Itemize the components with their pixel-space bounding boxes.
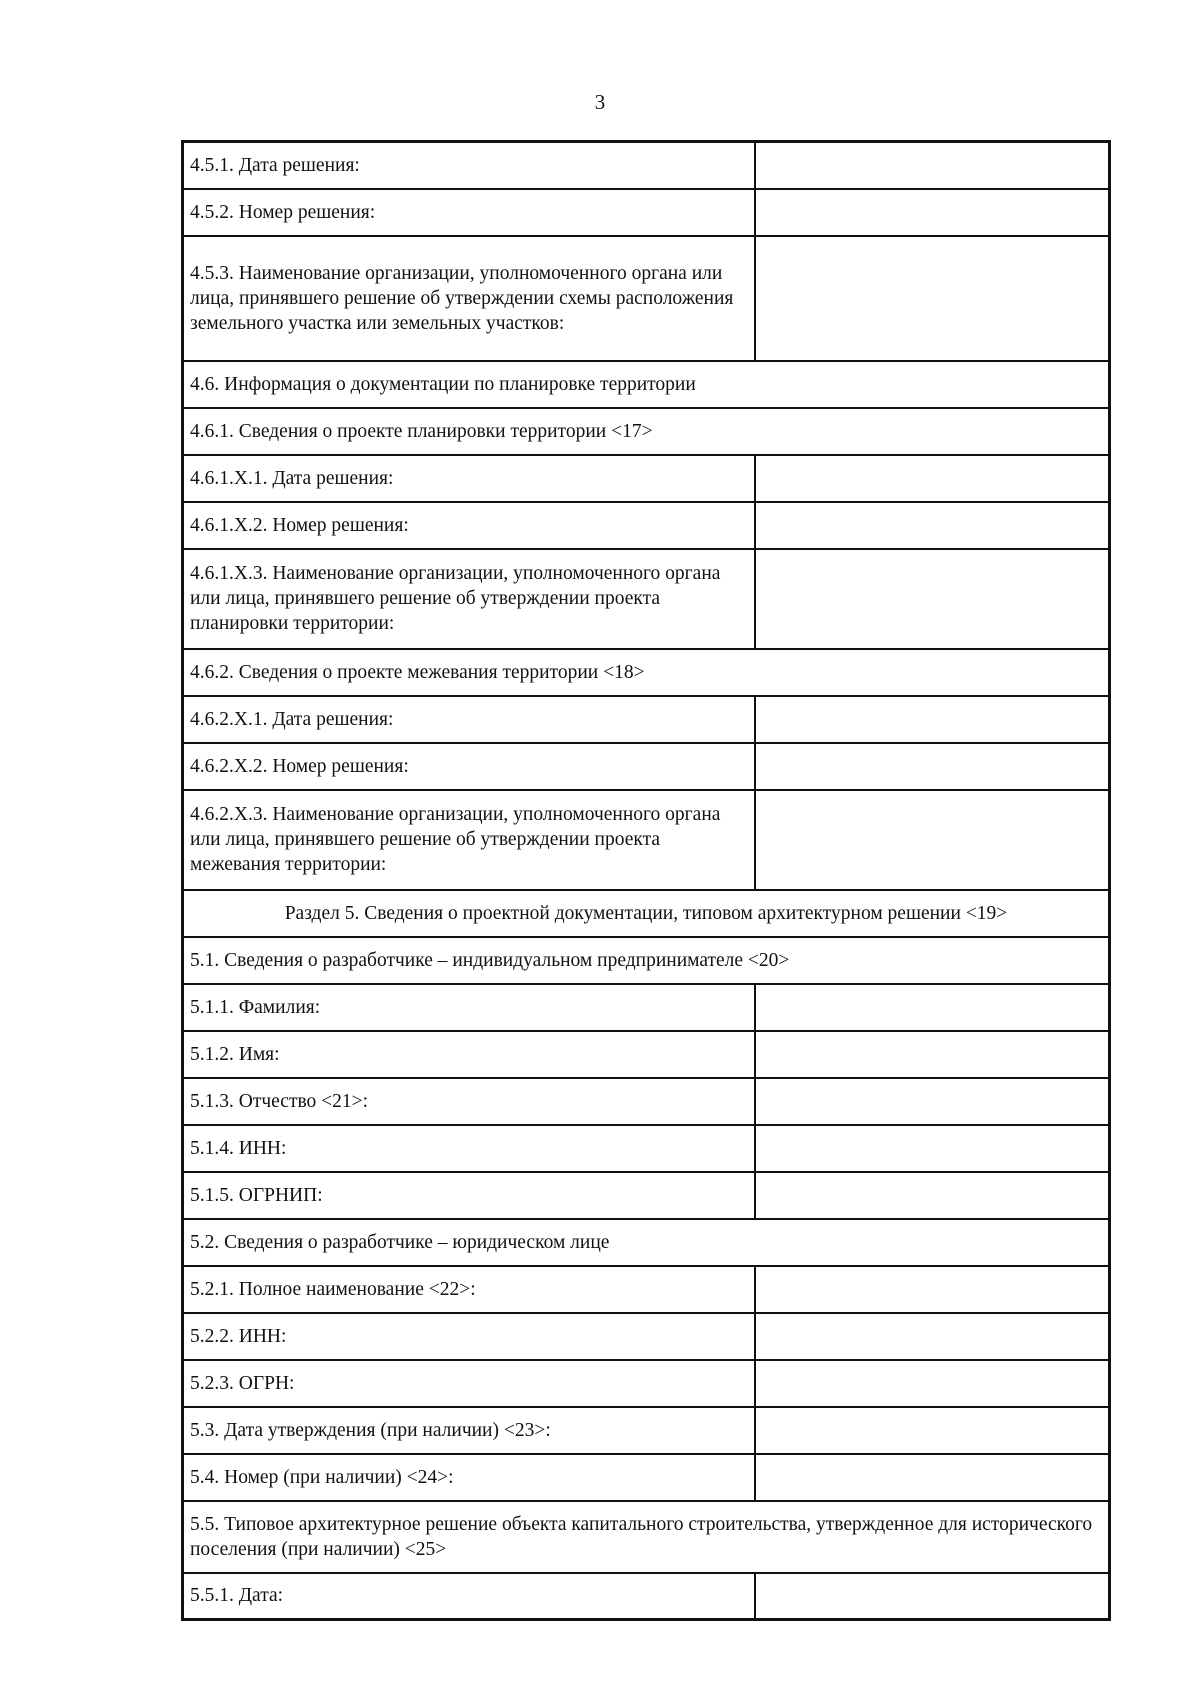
form-table [181,140,1111,1621]
field-value-cell[interactable] [755,1573,1110,1620]
form-field-row [183,1031,1110,1078]
field-label: 5.2.3. ОГРН: [183,1360,756,1407]
section-row [183,1219,1110,1266]
field-label: 4.6.2.Х.3. Наименование организации, уполномоченного органа или лица, принявшего решение об утверждении проекта межевания территории: [183,790,756,890]
section-title: 5.5. Типовое архитектурное решение объекта капитального строительства, утвержденное для исторического поселения (при наличии) <25> [183,1501,1110,1573]
field-value-cell[interactable] [755,236,1110,361]
field-label: 5.5.1. Дата: [183,1573,756,1620]
page-number: 3 [594,90,606,114]
field-label: 4.5.2. Номер решения: [183,189,756,236]
field-value-cell[interactable] [755,1078,1110,1125]
section-row [183,1501,1110,1573]
section-title: 4.6. Информация о документации по планировке территории [183,361,1110,408]
field-label: 5.1.4. ИНН: [183,1125,756,1172]
field-value-cell[interactable] [755,455,1110,502]
field-label: 5.1.1. Фамилия: [183,984,756,1031]
field-label: 5.4. Номер (при наличии) <24>: [183,1454,756,1501]
section-title: Раздел 5. Сведения о проектной документации, типовом архитектурном решении <19> [183,890,1110,937]
field-label: 5.1.2. Имя: [183,1031,756,1078]
form-field-row [183,743,1110,790]
field-label: 5.2.2. ИНН: [183,1313,756,1360]
section-title: 5.2. Сведения о разработчике – юридическом лице [183,1219,1110,1266]
field-value-cell[interactable] [755,1454,1110,1501]
field-label: 4.6.1.Х.3. Наименование организации, уполномоченного органа или лица, принявшего решение об утверждении проекта планировки территории: [183,549,756,649]
field-value-cell[interactable] [755,1360,1110,1407]
field-label: 5.3. Дата утверждения (при наличии) <23>: [183,1407,756,1454]
section-title: 4.6.2. Сведения о проекте межевания территории <18> [183,649,1110,696]
field-label: 4.5.3. Наименование организации, уполномоченного органа или лица, принявшего решение об утверждении схемы расположения земельного участка или земельных участков: [183,236,756,361]
field-value-cell[interactable] [755,790,1110,890]
form-field-row [183,502,1110,549]
field-value-cell[interactable] [755,189,1110,236]
form-field-row [183,790,1110,890]
form-field-row [183,189,1110,236]
section-row [183,361,1110,408]
field-label: 5.1.5. ОГРНИП: [183,1172,756,1219]
section-title: 5.1. Сведения о разработчике – индивидуальном предпринимателе <20> [183,937,1110,984]
form-field-row [183,1360,1110,1407]
field-value-cell[interactable] [755,696,1110,743]
field-value-cell[interactable] [755,1313,1110,1360]
form-field-row [183,1313,1110,1360]
form-field-row [183,696,1110,743]
field-label: 5.2.1. Полное наименование <22>: [183,1266,756,1313]
field-label: 5.1.3. Отчество <21>: [183,1078,756,1125]
field-value-cell[interactable] [755,1407,1110,1454]
form-field-row [183,1266,1110,1313]
form-field-row [183,549,1110,649]
field-label: 4.6.2.Х.2. Номер решения: [183,743,756,790]
field-label: 4.5.1. Дата решения: [183,142,756,189]
section-row [183,937,1110,984]
form-field-row [183,1172,1110,1219]
section-heading-row [183,890,1110,937]
form-field-row [183,142,1110,189]
form-field-row [183,1407,1110,1454]
field-value-cell[interactable] [755,984,1110,1031]
form-field-row [183,1454,1110,1501]
field-label: 4.6.2.Х.1. Дата решения: [183,696,756,743]
field-value-cell[interactable] [755,1172,1110,1219]
field-value-cell[interactable] [755,1266,1110,1313]
field-value-cell[interactable] [755,1125,1110,1172]
field-value-cell[interactable] [755,502,1110,549]
field-value-cell[interactable] [755,549,1110,649]
section-row [183,408,1110,455]
field-label: 4.6.1.Х.2. Номер решения: [183,502,756,549]
field-label: 4.6.1.Х.1. Дата решения: [183,455,756,502]
form-field-row [183,1125,1110,1172]
form-field-row [183,984,1110,1031]
form-field-row [183,1573,1110,1620]
field-value-cell[interactable] [755,142,1110,189]
field-value-cell[interactable] [755,1031,1110,1078]
form-field-row [183,455,1110,502]
form-field-row [183,1078,1110,1125]
field-value-cell[interactable] [755,743,1110,790]
section-row [183,649,1110,696]
form-field-row [183,236,1110,361]
section-title: 4.6.1. Сведения о проекте планировки территории <17> [183,408,1110,455]
